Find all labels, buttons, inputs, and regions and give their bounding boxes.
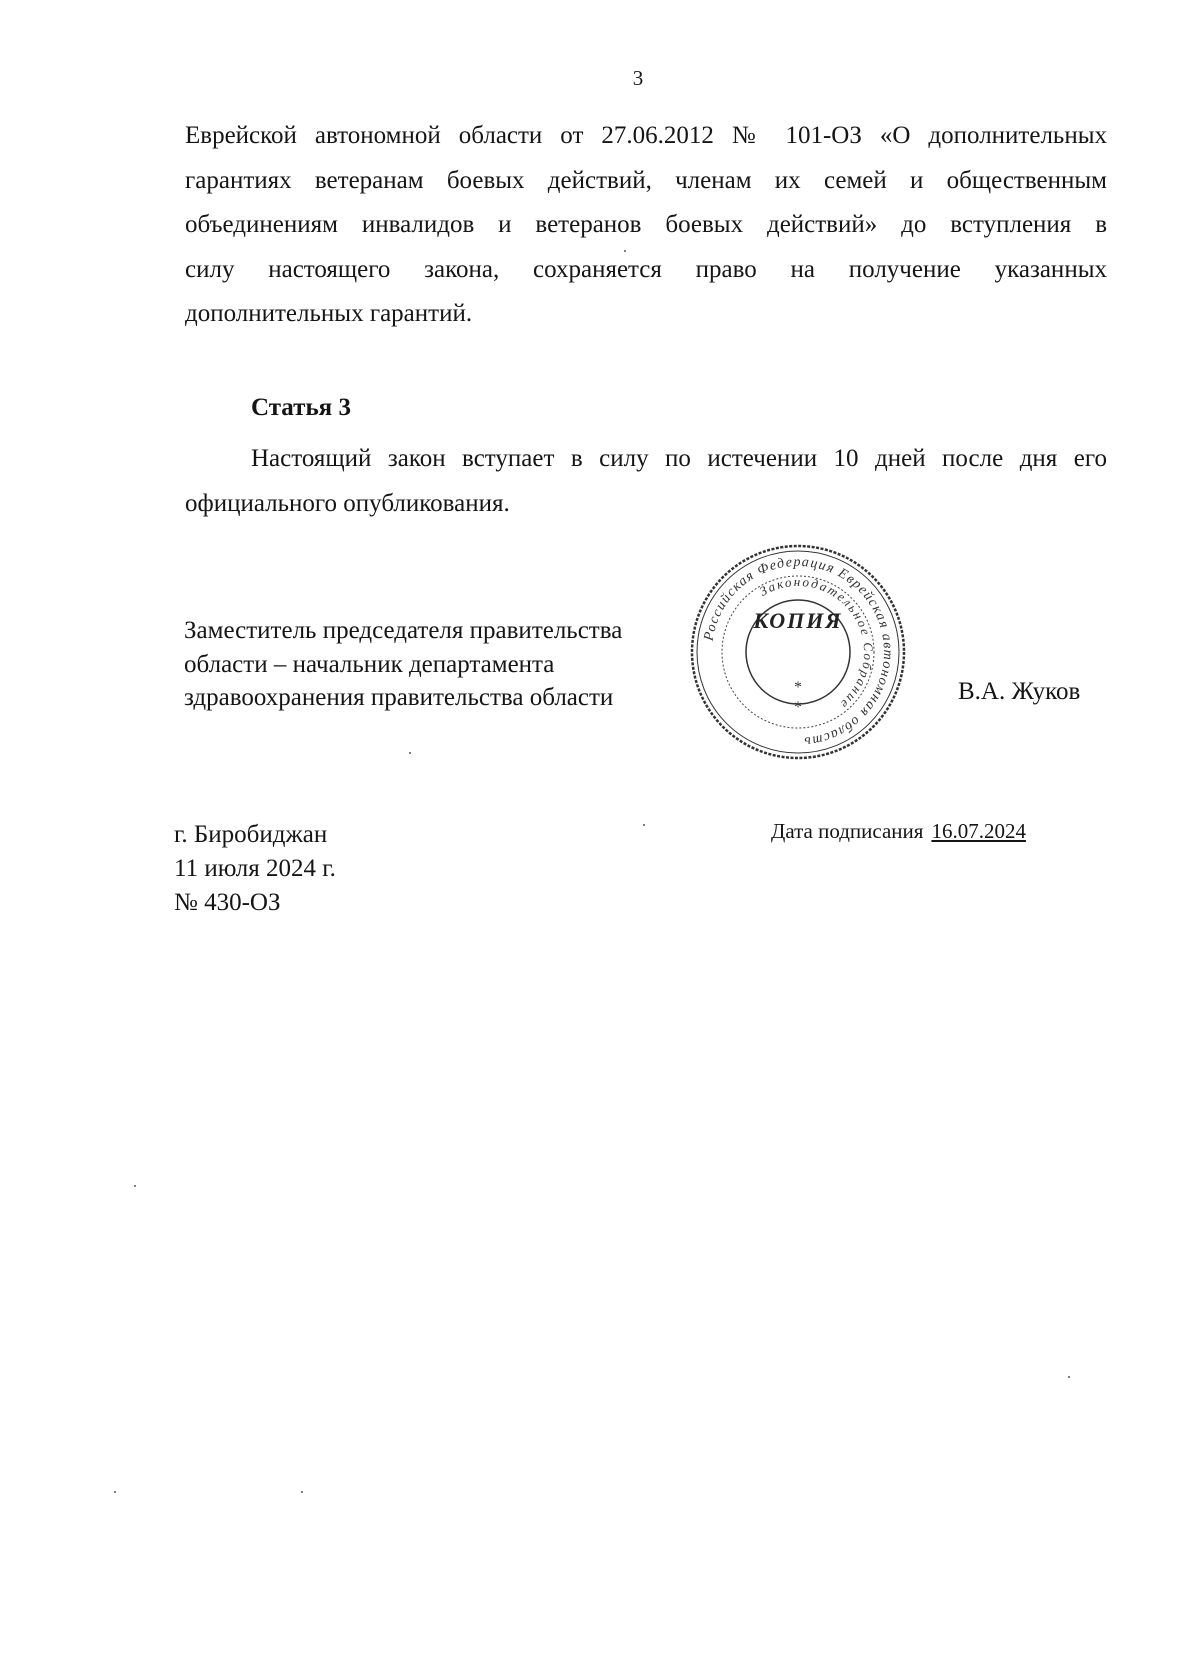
signer-position-line: здравоохранения правительства области: [184, 684, 614, 711]
paragraph-line: Еврейской автономной области от 27.06.2012 № 101-ОЗ «О дополнительных: [185, 122, 1107, 149]
scan-speck: [134, 1185, 136, 1187]
page-number: 3: [632, 66, 644, 90]
continuation-paragraph: [185, 114, 1107, 337]
signer-position-line: Заместитель председателя правительства: [184, 617, 623, 644]
article-text: [185, 437, 1107, 526]
scan-speck: [624, 250, 626, 252]
stamp-inner-textpath: Законодательное Собрание: [756, 573, 877, 714]
city: г. Биробиджан: [174, 821, 328, 848]
article-heading: Статья 3: [251, 394, 351, 421]
signing-date-value: 16.07.2024: [931, 819, 1026, 843]
article-line: Настоящий закон вступает в силу по истечении 10 дней после дня его: [251, 445, 1107, 472]
paragraph-line: объединениям инвалидов и ветеранов боевых действий» до вступления в: [185, 211, 1107, 238]
article-line: официального опубликования.: [185, 489, 510, 517]
official-stamp: [688, 542, 908, 762]
signer-position: [184, 614, 622, 715]
scan-speck: [643, 824, 645, 826]
signer-position-line: области – начальник департамента: [184, 650, 555, 678]
scan-speck: [409, 752, 411, 754]
scan-speck: [1068, 1376, 1070, 1378]
paragraph-line: дополнительных гарантий.: [185, 300, 473, 327]
paragraph-line: гарантиях ветеранам боевых действий, членам их семей и общественным: [185, 166, 1107, 194]
scan-speck: [301, 1491, 303, 1493]
stamp-star-icon: *: [794, 699, 802, 716]
stamp-center-text: КОПИЯ: [753, 608, 843, 633]
paragraph-line: силу настоящего закона, сохраняется право на получение указанных: [185, 255, 1107, 283]
signing-date-label: Дата подписания: [771, 819, 924, 843]
document-footer: [174, 818, 336, 920]
stamp-star-icon: *: [794, 679, 802, 696]
law-number: № 430-ОЗ: [174, 889, 281, 916]
signing-date: [771, 819, 1026, 844]
signer-name: В.А. Жуков: [958, 678, 1081, 705]
scan-speck: [114, 1491, 116, 1493]
stamp-outer-textpath: Российская Федерация Еврейская автономная область: [701, 554, 896, 749]
issue-date: 11 июля 2024 г.: [174, 855, 336, 882]
